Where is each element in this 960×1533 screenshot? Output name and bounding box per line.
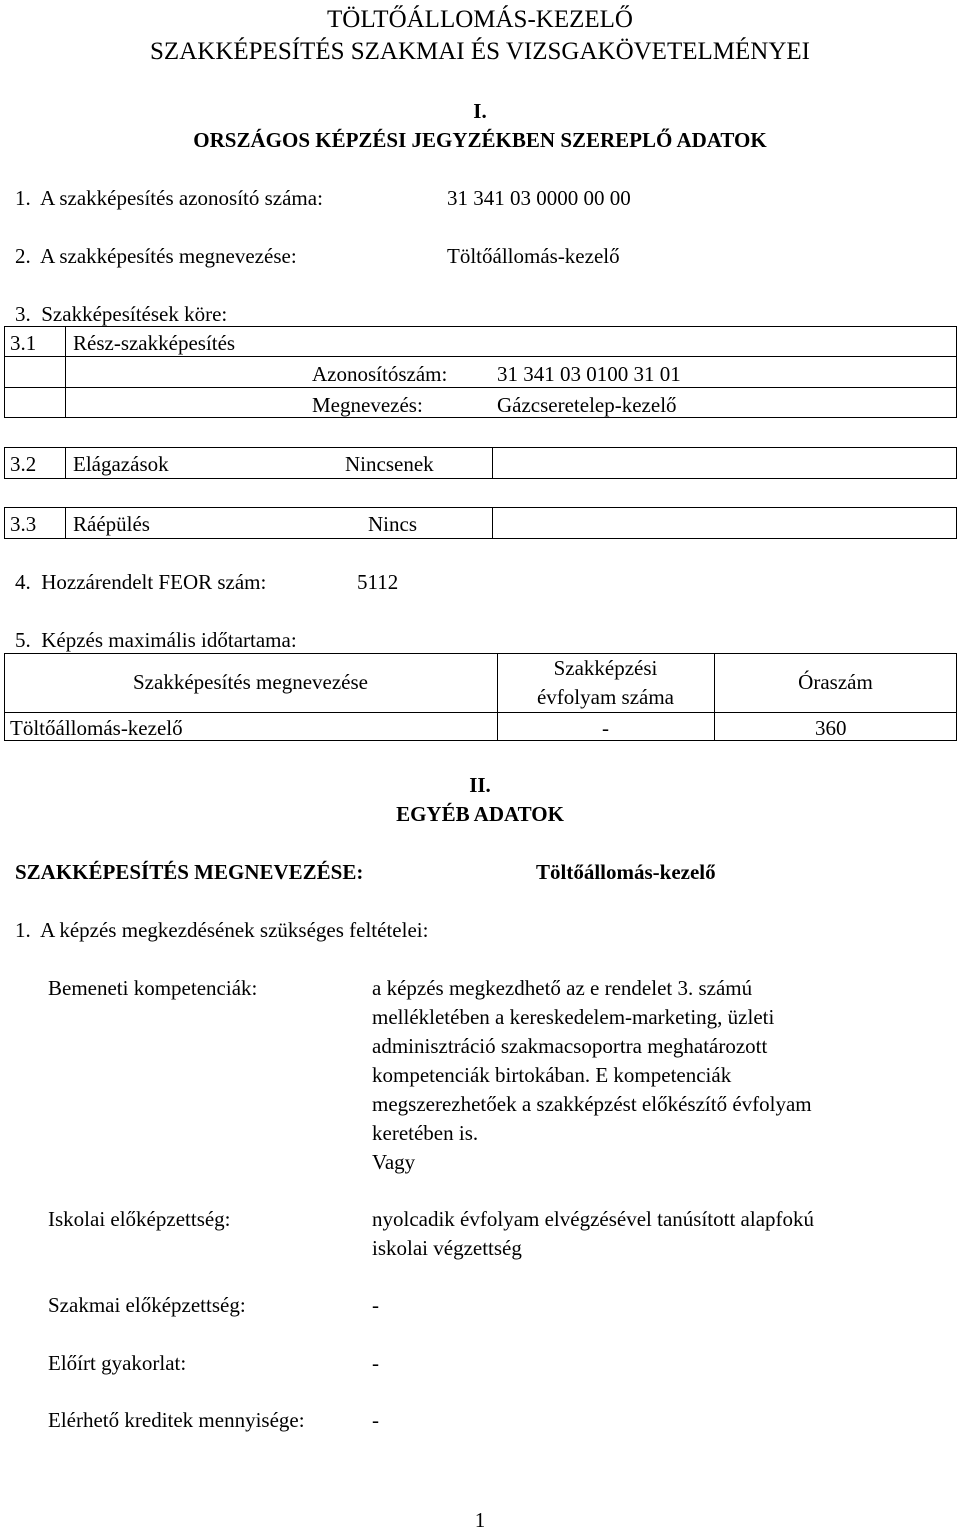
section2-roman: II. [469,773,491,797]
entry-competences-line-5: megszerezhetőek a szakképzést előkészítő évfolyam [372,1092,812,1116]
table-divider [4,387,957,388]
table-divider [65,447,66,479]
item2-label: 2. A szakképesítés megnevezése: [15,244,297,268]
school-prerequisite-line-2: iskolai végzettség [372,1236,522,1260]
duration-header-name: Szakképesítés megnevezése [133,670,368,694]
duration-header-grade-line1: Szakképzési [553,656,658,680]
entry-competences-line-4: kompetenciák birtokában. E kompetenciák [372,1063,732,1087]
sub32-value: Nincsenek [345,452,434,476]
required-practice-label: Előírt gyakorlat: [48,1351,187,1375]
sub31-id-value: 31 341 03 0100 31 01 [497,362,681,386]
section1-heading: ORSZÁGOS KÉPZÉSI JEGYZÉKBEN SZEREPLŐ ADATOK [193,128,767,152]
section1-roman: I. [473,99,487,123]
table-divider [65,507,66,539]
required-practice-value: - [372,1351,379,1375]
page-number: 1 [474,1508,486,1532]
sub31-name-label: Megnevezés: [312,393,423,417]
table-divider [714,653,715,741]
table-divider [492,507,493,539]
entry-competences-label: Bemeneti kompetenciák: [48,976,258,1000]
sub31-title: Rész-szakképesítés [73,331,236,355]
item4-value: 5112 [357,570,399,594]
or-text: Vagy [372,1150,416,1174]
sub31-name-value: Gázcseretelep-kezelő [497,393,677,417]
item1-label: 1. A szakképesítés azonosító száma: [15,186,323,210]
item1-value: 31 341 03 0000 00 00 [447,186,631,210]
requirements-heading: 1. A képzés megkezdésének szükséges feltételei: [15,918,429,942]
qualification-value: Töltőállomás-kezelő [536,860,716,884]
duration-row-name: Töltőállomás-kezelő [10,716,183,740]
sub31-number: 3.1 [10,331,37,355]
item2-value: Töltőállomás-kezelő [447,244,620,268]
professional-prerequisite-label: Szakmai előképzettség: [48,1293,246,1317]
document-title-line2: SZAKKÉPESÍTÉS SZAKMAI ÉS VIZSGAKÖVETELMÉNYEI [150,38,810,65]
school-prerequisite-line-1: nyolcadik évfolyam elvégzésével tanúsított alapfokú [372,1207,815,1231]
entry-competences-line-3: adminisztráció szakmacsoportra meghatározott [372,1034,768,1058]
entry-competences-line-1: a képzés megkezdhető az e rendelet 3. számú [372,976,753,1000]
sub31-id-label: Azonosítószám: [312,362,448,386]
credits-label: Elérhető kreditek mennyisége: [48,1408,305,1432]
qualification-label: SZAKKÉPESÍTÉS MEGNEVEZÉSE: [15,860,364,884]
duration-row-hours: 360 [815,716,847,740]
item5-label: 5. Képzés maximális időtartama: [15,628,297,652]
item4-label: 4. Hozzárendelt FEOR szám: [15,570,267,594]
duration-header-hours: Óraszám [798,670,873,694]
item3-label: 3. Szakképesítések köre: [15,302,228,326]
sub33-label: Ráépülés [73,512,150,536]
duration-row-grade: - [602,716,609,740]
entry-competences-line-6: keretében is. [372,1121,479,1145]
section2-heading: EGYÉB ADATOK [396,802,564,826]
credits-value: - [372,1408,379,1432]
document-title-line1: TÖLTŐÁLLOMÁS-KEZELŐ [327,6,633,33]
school-prerequisite-label: Iskolai előképzettség: [48,1207,231,1231]
professional-prerequisite-value: - [372,1293,379,1317]
sub33-number: 3.3 [10,512,37,536]
sub32-number: 3.2 [10,452,37,476]
table-divider [492,447,493,479]
entry-competences-line-2: mellékletében a kereskedelem-marketing, üzleti [372,1005,775,1029]
sub33-value: Nincs [368,512,417,536]
duration-header-grade-line2: évfolyam száma [536,685,675,709]
table-divider [4,712,957,713]
table-divider [65,326,66,418]
sub32-label: Elágazások [73,452,169,476]
